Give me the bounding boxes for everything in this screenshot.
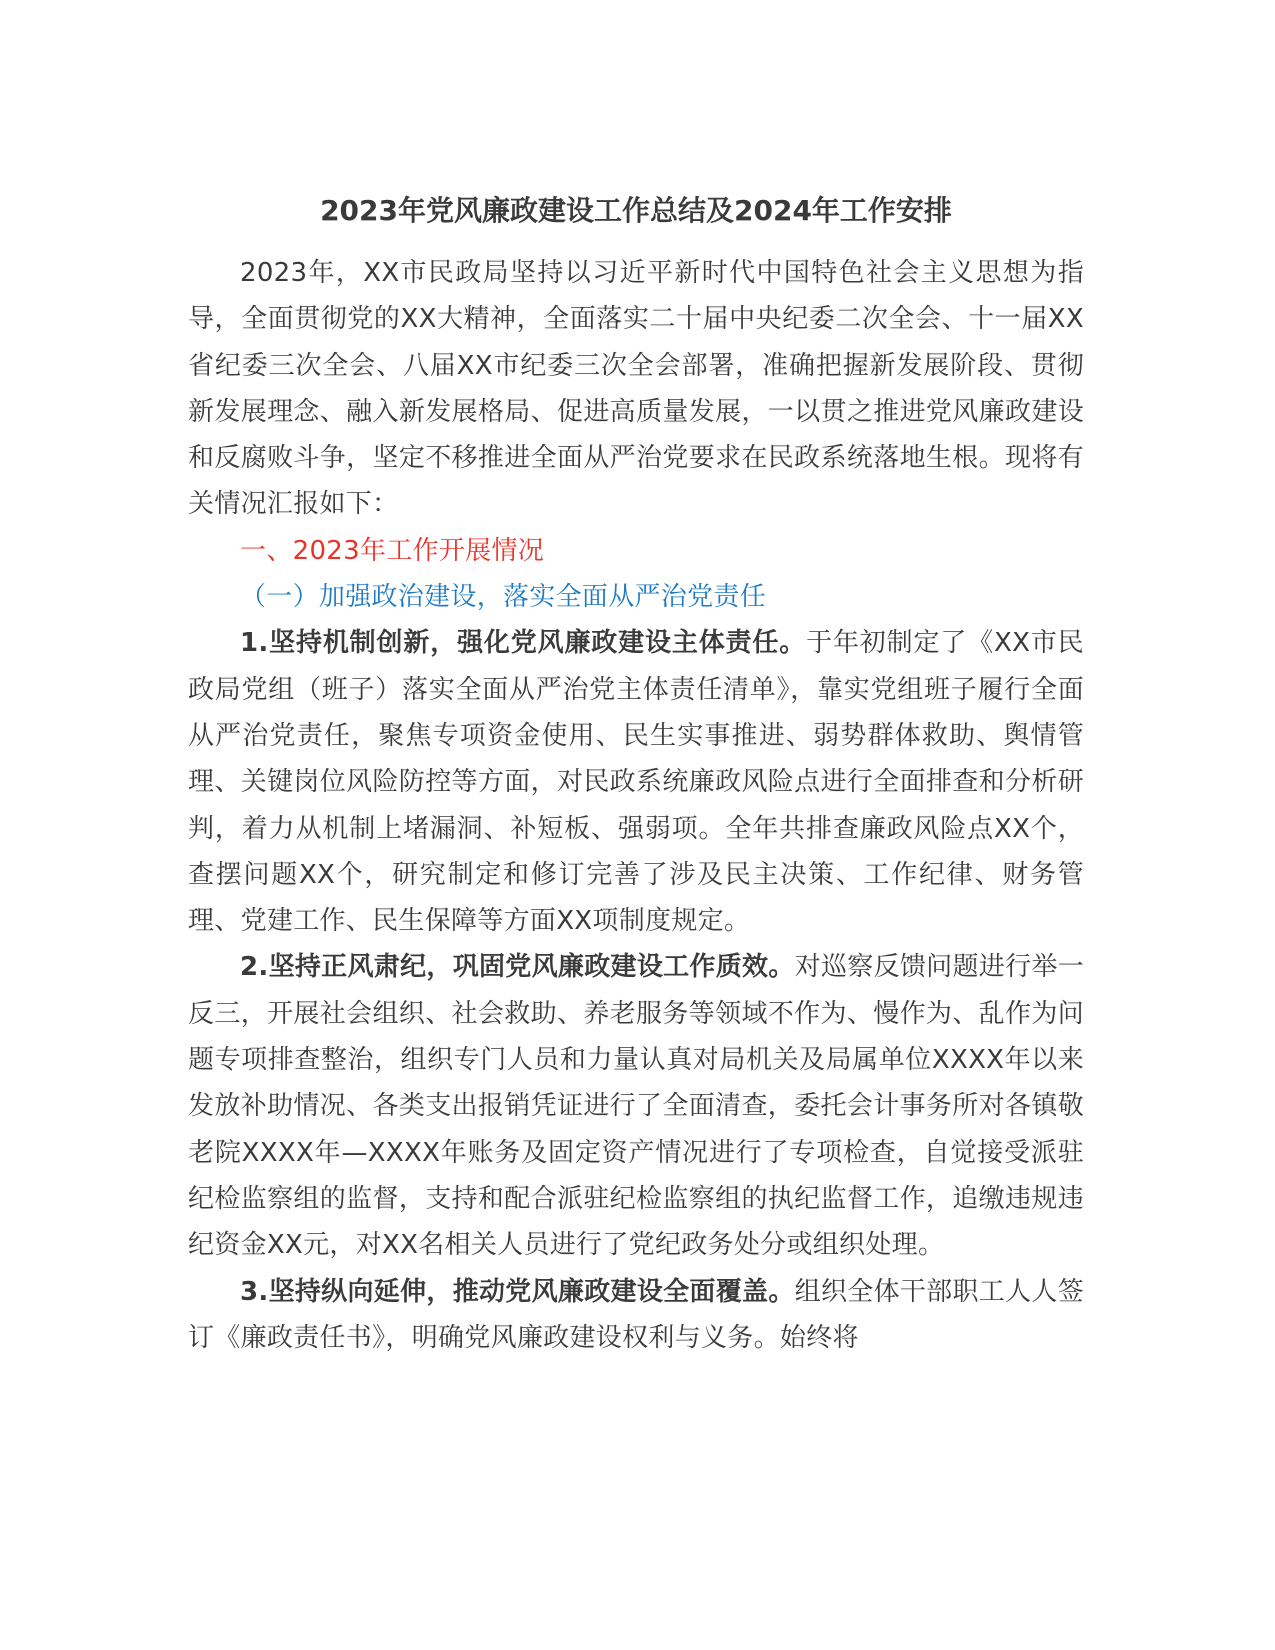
- subsection-heading: （一）加强政治建设，落实全面从严治党责任: [240, 582, 767, 613]
- item-lead-1: 1.坚持机制创新，强化党风廉政建设主体责任。: [240, 628, 807, 659]
- item-paragraph-2: [188, 944, 1084, 1268]
- item-body-2: 对巡察反馈问题进行举一反三，开展社会组织、社会救助、养老服务等领域不作为、慢作为、乱作为问题专项排查整治，组织专门人员和力量认真对局机关及局属单位XXXX年以来发放补助情况、各类支出报销凭证进行了全面清查，委托会计事务所对各镇敬老院XXXX年—XXXX年账务及固定资产情况进行了专项检查，自觉接受派驻纪检监察组的监督，支持和配合派驻纪检监察组的执纪监督工作，追缴违规违纪资金XX元，对XX名相关人员进行了党纪政务处分或组织处理。: [188, 952, 1084, 1261]
- intro-paragraph: 2023年，XX市民政局坚持以习近平新时代中国特色社会主义思想为指导，全面贯彻党的XX大精神，全面落实二十届中央纪委二次全会、十一届XX省纪委三次全会、八届XX市纪委三次全会部署，准确把握新发展阶段、贯彻新发展理念、融入新发展格局、促进高质量发展，一以贯之推进党风廉政建设和反腐败斗争，坚定不移推进全面从严治党要求在民政系统落地生根。现将有关情况汇报如下：: [188, 258, 1084, 520]
- item-lead-2: 2.坚持正风肃纪，巩固党风廉政建设工作质效。: [240, 952, 795, 983]
- item-body-1: 于年初制定了《XX市民政局党组（班子）落实全面从严治党主体责任清单》，靠实党组班子履行全面从严治党责任，聚焦专项资金使用、民生实事推进、弱势群体救助、舆情管理、关键岗位风险防控等方面，对民政系统廉政风险点进行全面排查和分析研判，着力从机制上堵漏洞、补短板、强弱项。全年共排查廉政风险点XX个，查摆问题XX个，研究制定和修订完善了涉及民主决策、工作纪律、财务管理、党建工作、民生保障等方面XX项制度规定。: [188, 628, 1084, 937]
- document-page: [188, 190, 1084, 1361]
- item-paragraph-3: [188, 1269, 1084, 1362]
- section-heading: 一、2023年工作开展情况: [240, 535, 545, 566]
- item-body-3: 组织全体干部职工人人签订《廉政责任书》，明确党风廉政建设权利与义务。始终将: [188, 1276, 1084, 1353]
- item-paragraph-1: [188, 620, 1084, 944]
- item-lead-3: 3.坚持纵向延伸，推动党风廉政建设全面覆盖。: [240, 1276, 795, 1307]
- document-title: 2023年党风廉政建设工作总结及2024年工作安排: [320, 194, 952, 227]
